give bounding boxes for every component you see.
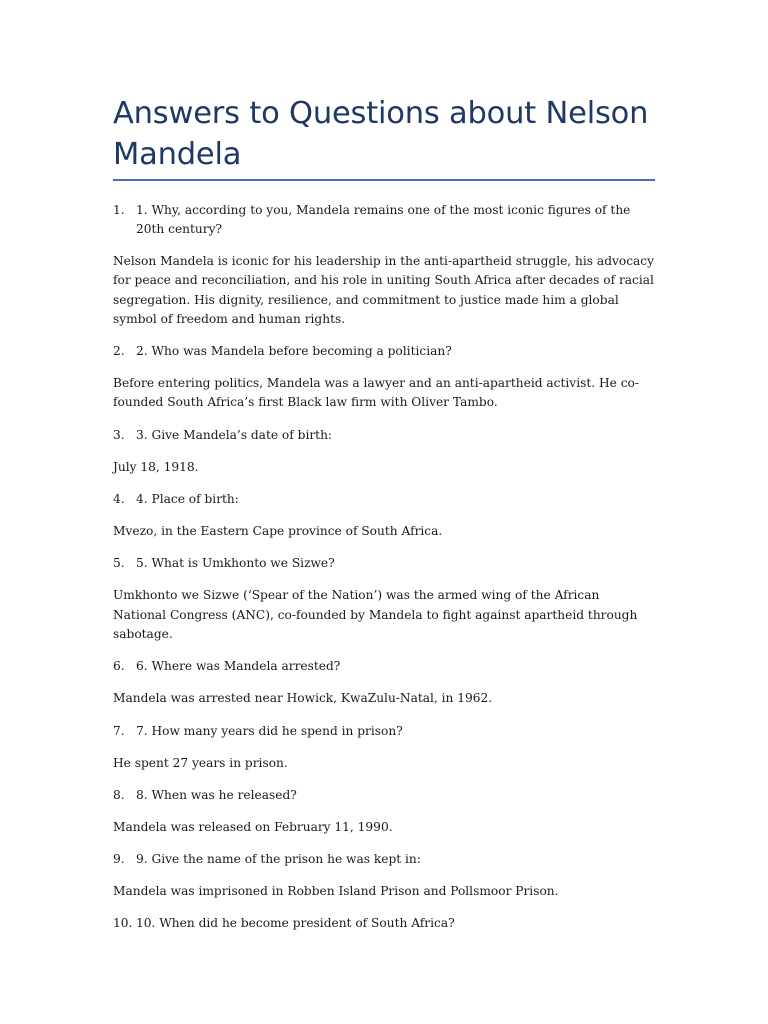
question-number: 4. — [113, 492, 125, 507]
question — [113, 342, 655, 361]
question-number: 7. — [113, 723, 125, 738]
answer: He spent 27 years in prison. — [113, 755, 288, 770]
question-number: 2. — [113, 344, 125, 359]
question-number: 5. — [113, 556, 125, 571]
question — [113, 914, 655, 933]
answer: Mvezo, in the Eastern Cape province of South Africa. — [113, 524, 443, 539]
qa-item — [113, 490, 655, 541]
question — [113, 850, 655, 869]
question-number: 10. — [113, 916, 133, 931]
title-divider — [113, 179, 655, 181]
question-text: 7. How many years did he spend in prison? — [136, 723, 403, 738]
question-text: 2. Who was Mandela before becoming a politician? — [136, 344, 452, 359]
question-text: 3. Give Mandela’s date of birth: — [136, 427, 333, 442]
question — [113, 722, 655, 741]
question-text: 9. Give the name of the prison he was kept in: — [136, 852, 421, 867]
qa-list — [113, 201, 655, 946]
qa-item — [113, 850, 655, 901]
question-number: 3. — [113, 427, 125, 442]
question — [113, 786, 655, 805]
qa-item — [113, 914, 655, 933]
question-number: 1. — [113, 203, 125, 217]
answer: Before entering politics, Mandela was a lawyer and an anti-apartheid activist. He co-founded South Africa’s first Black law firm with Oliver Tambo. — [113, 376, 639, 410]
question-text: 5. What is Umkhonto we Sizwe? — [136, 556, 335, 571]
question — [113, 490, 655, 509]
question — [113, 426, 655, 445]
answer: Nelson Mandela is iconic for his leadership in the anti-apartheid struggle, his advocacy for peace and reconciliation, and his role in uniting South Africa after decades of racial segregation. His dignity, resilience, and commitment to justice made him a global symbol of freedom and human rights. — [113, 254, 655, 326]
question-text: 6. Where was Mandela arrested? — [136, 659, 341, 674]
question-text: 10. When did he become president of South Africa? — [136, 916, 455, 931]
answer: Mandela was released on February 11, 1990. — [113, 819, 393, 834]
question-number: 8. — [113, 787, 125, 802]
qa-item — [113, 342, 655, 413]
question-number: 9. — [113, 852, 125, 867]
answer: Mandela was imprisoned in Robben Island Prison and Pollsmoor Prison. — [113, 884, 559, 899]
question — [113, 554, 655, 573]
page-title: Answers to Questions about Nelson Mandela — [113, 96, 649, 172]
question — [113, 657, 655, 676]
qa-item — [113, 426, 655, 477]
qa-item — [113, 657, 655, 708]
qa-item — [113, 722, 655, 773]
question — [113, 201, 655, 239]
answer: Umkhonto we Sizwe (‘Spear of the Nation’) was the armed wing of the African National Congress (ANC), co-founded by Mandela to fight against apartheid through sabotage. — [113, 588, 638, 641]
qa-item — [113, 786, 655, 837]
question-number: 6. — [113, 659, 125, 674]
question-text: 4. Place of birth: — [136, 492, 239, 507]
qa-item — [113, 201, 655, 329]
answer: July 18, 1918. — [113, 459, 199, 474]
answer: Mandela was arrested near Howick, KwaZulu-Natal, in 1962. — [113, 691, 493, 706]
question-text: 1. Why, according to you, Mandela remains one of the most iconic figures of the 20th century? — [136, 203, 631, 236]
document-page — [113, 0, 655, 1024]
qa-item — [113, 554, 655, 644]
question-text: 8. When was he released? — [136, 787, 297, 802]
